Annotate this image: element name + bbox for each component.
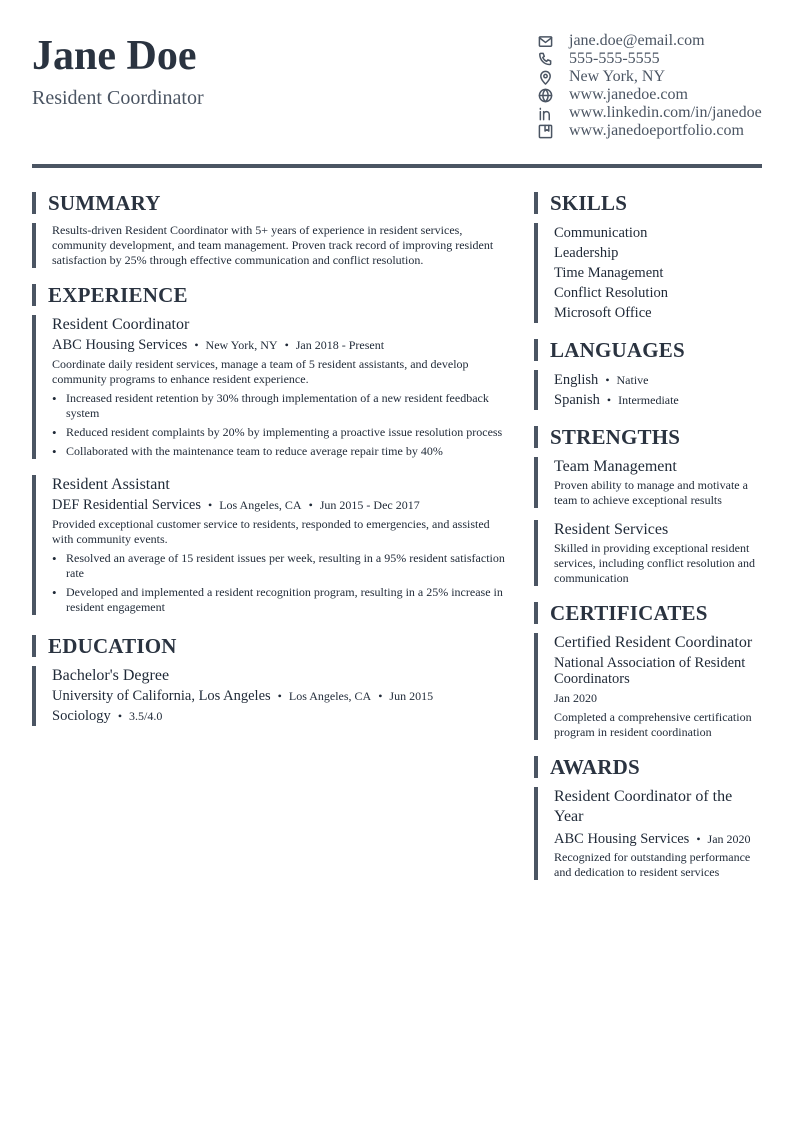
separator-dot: • [605, 373, 610, 387]
certificate-entry [534, 633, 762, 740]
job-role: Resident Coordinator [52, 316, 190, 333]
education-degree: Bachelor's Degree [52, 667, 170, 684]
separator-dot: • [117, 709, 123, 723]
job-company: ABC Housing Services [52, 337, 188, 353]
separator-dot: • [308, 498, 313, 512]
job-dates: Jan 2018 - Present [295, 338, 385, 352]
education-school: University of California, Los Angeles [52, 688, 271, 704]
certificate-organization: National Association of Resident Coordinators [554, 655, 746, 687]
award-description: Recognized for outstanding performance and dedication to resident services [554, 850, 751, 879]
strength-entry [534, 520, 762, 586]
job-achievements [52, 551, 508, 615]
job-location: New York, NY [205, 338, 278, 352]
contact-email[interactable] [536, 32, 776, 50]
strength-title: Team Management [554, 458, 677, 475]
award-date: Jan 2020 [707, 832, 751, 846]
education-field: Sociology [52, 708, 111, 724]
linkedin-icon [536, 104, 554, 122]
achievement-item: • Reduced resident complaints by 20% by implementing a proactive issue resolution process [52, 425, 508, 440]
skill-item: Time Management [554, 265, 664, 281]
contact-text: 555-555-5555 [569, 50, 660, 67]
language-level: Intermediate [618, 393, 679, 407]
language-item [554, 390, 762, 410]
education-gpa: 3.5/4.0 [129, 709, 163, 723]
candidate-title: Resident Coordinator [32, 87, 204, 109]
languages-heading: LANGUAGES [534, 339, 762, 361]
skill-item: Microsoft Office [554, 305, 652, 321]
contact-text: jane.doe@email.com [569, 32, 705, 49]
separator-dot: • [277, 689, 282, 703]
job-role: Resident Assistant [52, 476, 170, 493]
separator-dot: • [194, 338, 199, 352]
certificate-description: Completed a comprehensive certification program in resident coordination [554, 710, 752, 739]
contact-location [536, 68, 776, 86]
award-meta [554, 829, 762, 849]
awards-heading: AWARDS [534, 756, 762, 778]
strength-entry [534, 457, 762, 508]
award-organization: ABC Housing Services [554, 831, 690, 847]
header-divider [32, 164, 762, 168]
skills-heading: SKILLS [534, 192, 762, 214]
contact-portfolio[interactable] [536, 122, 776, 140]
experience-entry [32, 475, 508, 615]
resume-header [32, 32, 762, 152]
education-meta [52, 686, 508, 706]
job-dates: Jun 2015 - Dec 2017 [319, 498, 420, 512]
contact-text: www.janedoe.com [569, 86, 688, 103]
education-field-row [52, 706, 508, 726]
skills-section [534, 223, 762, 323]
language-name: Spanish [554, 392, 600, 408]
language-level: Native [616, 373, 649, 387]
skill-item: Communication [554, 225, 648, 241]
left-column [32, 192, 508, 726]
right-column [534, 192, 762, 880]
globe-icon [536, 86, 554, 104]
job-meta [52, 495, 508, 515]
skill-item: Leadership [554, 245, 619, 261]
contact-text: www.janedoeportfolio.com [569, 122, 744, 139]
summary-text: Results-driven Resident Coordinator with 5+ years of experience in resident services, community development, and team management. Proven track record of improving resident satisfaction by 25% through effective communication and conflict resolution. [52, 223, 494, 267]
contact-list [536, 32, 776, 140]
job-description: Coordinate daily resident services, manage a team of 5 resident assistants, and develop community programs to enhance resident experience. [52, 357, 469, 386]
separator-dot: • [606, 393, 612, 407]
job-description: Provided exceptional customer service to residents, responded to emergencies, and assisted with community events. [52, 517, 490, 546]
award-title: Resident Coordinator of the Year [554, 788, 733, 825]
education-entry [32, 666, 508, 726]
contact-phone[interactable] [536, 50, 776, 68]
strength-description: Skilled in providing exceptional resident services, including conflict resolution and communication [554, 541, 755, 585]
achievement-item: • Resolved an average of 15 resident issues per week, resulting in a 95% resident satisfaction rate [52, 551, 508, 581]
job-achievements [52, 391, 508, 459]
candidate-name: Jane Doe [32, 33, 197, 79]
summary-heading: SUMMARY [32, 192, 508, 214]
language-name: English [554, 372, 599, 388]
award-entry [534, 787, 762, 880]
education-location: Los Angeles, CA [288, 689, 372, 703]
achievement-item: • Developed and implemented a resident recognition program, resulting in a 25% increase in resident engagement [52, 585, 508, 615]
separator-dot: • [208, 498, 213, 512]
phone-icon [536, 50, 554, 68]
separator-dot: • [696, 832, 701, 846]
contact-text: New York, NY [569, 68, 666, 85]
summary-section [32, 223, 508, 268]
experience-heading: EXPERIENCE [32, 284, 508, 306]
achievement-item: • Increased resident retention by 30% through implementation of a new resident feedback system [52, 391, 508, 421]
certificate-title: Certified Resident Coordinator [554, 634, 753, 651]
experience-entry [32, 315, 508, 459]
location-icon [536, 68, 554, 86]
separator-dot: • [378, 689, 383, 703]
languages-section [534, 370, 762, 410]
language-item [554, 370, 762, 390]
certificate-date: Jan 2020 [554, 691, 597, 705]
education-heading: EDUCATION [32, 635, 508, 657]
job-meta [52, 335, 508, 355]
education-date: Jun 2015 [389, 689, 434, 703]
mail-icon [536, 32, 554, 50]
contact-linkedin[interactable] [536, 104, 776, 122]
separator-dot: • [284, 338, 289, 352]
skill-item: Conflict Resolution [554, 285, 668, 301]
strength-title: Resident Services [554, 521, 669, 538]
contact-text: www.linkedin.com/in/janedoe [569, 104, 762, 121]
job-location: Los Angeles, CA [219, 498, 302, 512]
strength-description: Proven ability to manage and motivate a team to achieve exceptional results [554, 478, 748, 507]
contact-website[interactable] [536, 86, 776, 104]
certificates-heading: CERTIFICATES [534, 602, 762, 624]
strengths-heading: STRENGTHS [534, 426, 762, 448]
job-company: DEF Residential Services [52, 497, 202, 513]
achievement-item: • Collaborated with the maintenance team to reduce average repair time by 40% [52, 444, 508, 459]
portfolio-icon [536, 122, 554, 140]
